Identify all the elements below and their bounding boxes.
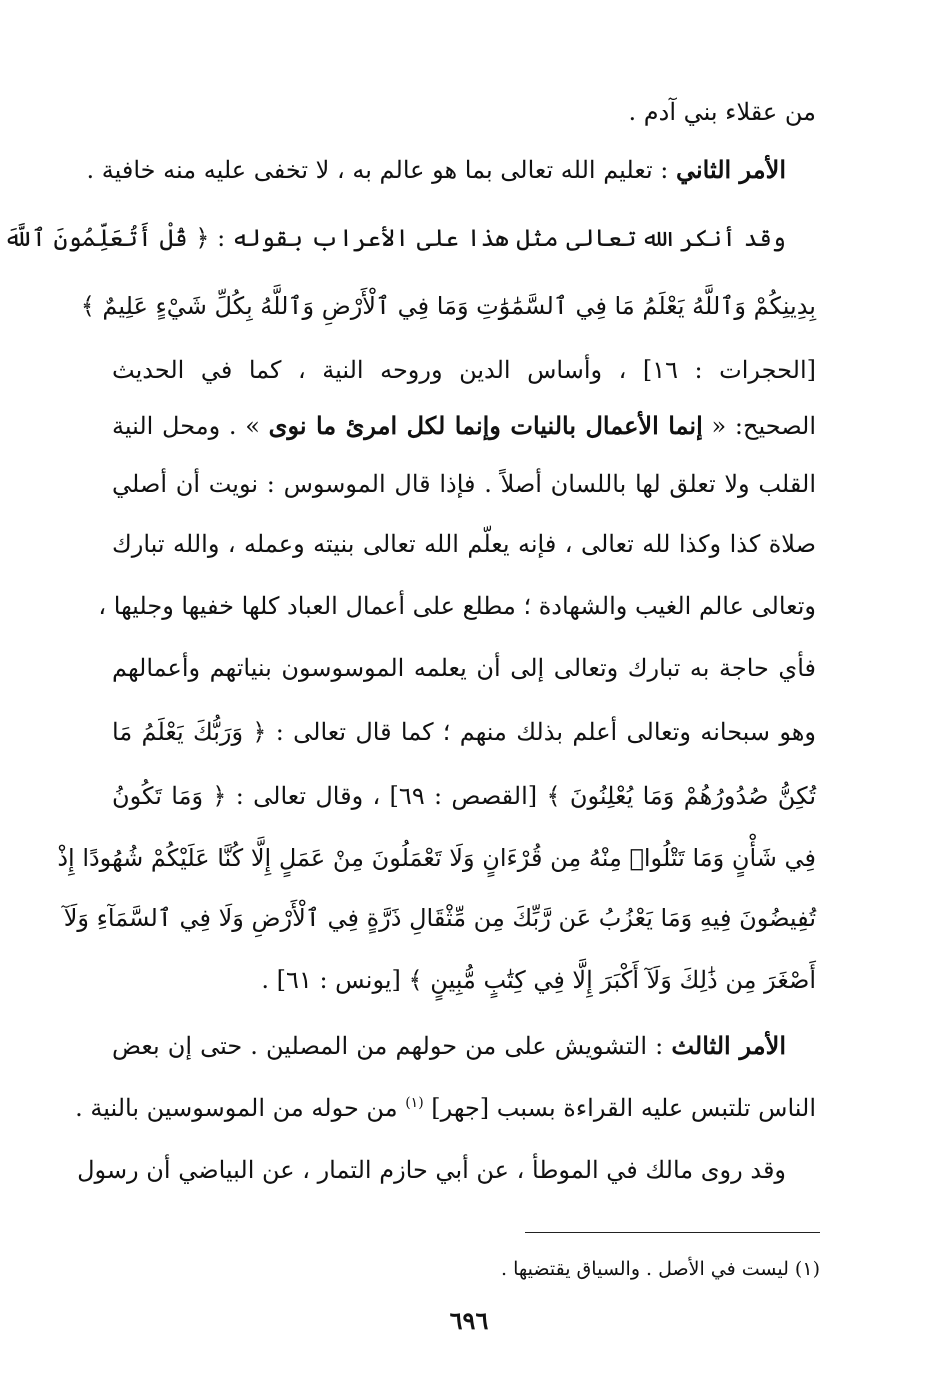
line-text: أَصْغَرَ مِن ذَٰلِكَ وَلَآ أَكْبَرَ إِلَّا فِي كِتَٰبٍ مُّبِينٍ ﴾ [يونس : ٦١] .	[261, 966, 816, 994]
text-line-2	[86, 150, 816, 190]
quran-verse-line	[57, 838, 816, 878]
quran-verse-line	[63, 898, 816, 938]
text-line-18	[77, 1150, 816, 1190]
line-text: فِي شَأْنٍ وَمَا تَتْلُوا۟ مِنْهُ مِن قُرْءَانٍ وَلَا تَعْمَلُونَ مِنْ عَمَلٍ إِلَّا كُنَّا عَلَيْكُمْ شُهُودًا إِذْ	[57, 844, 816, 872]
text-line-7	[112, 464, 816, 504]
line-text: وهو سبحانه وتعالى أعلم بذلك منهم ؛ كما قال تعالى : ﴿ وَرَبُّكَ يَعْلَمُ مَا	[112, 718, 816, 746]
text-line-5	[112, 350, 816, 390]
line-text: : تعليم الله تعالى بما هو عالم به ، لا تخفى عليه منه خافية .	[86, 156, 676, 184]
quran-verse-line	[80, 286, 816, 326]
footnote-marker: (١)	[405, 1095, 424, 1111]
line-text: القلب ولا تعلق لها باللسان أصلاً . فإذا قال الموسوس : نويت أن أصلي	[112, 470, 816, 498]
text-line-17	[75, 1088, 816, 1128]
text-line-8	[112, 524, 816, 564]
line-text: من حوله من الموسوسين بالنية .	[75, 1094, 406, 1122]
text-line-9	[98, 586, 816, 626]
line-prefix: الناس تلتبس عليه القراءة بسبب [جهر]	[423, 1094, 816, 1122]
line-text: تُفِيضُونَ فِيهِ وَمَا يَعْزُبُ عَن رَّبِّكَ مِن مِّثْقَالِ ذَرَّةٍ فِي ٱلْأَرْضِ وَلَا فِي ٱلسَّمَآءِ وَلَآ	[63, 904, 816, 932]
line-text: وقد أنكر الله تعالى مثل هذا على الأعراب بقوله : ﴿ قُلْ أَتُعَلِّمُونَ ٱللَّهَ	[3, 224, 786, 252]
text-line-1	[112, 92, 816, 132]
text-line-6	[112, 406, 816, 446]
text-line-10	[112, 648, 816, 688]
footnote: (١) ليست في الأصل . والسياق يقتضيها .	[501, 1258, 820, 1280]
line-text: وتعالى عالم الغيب والشهادة ؛ مطلع على أعمال العباد كلها خفيها وجليها ،	[98, 592, 816, 620]
section-heading: الأمر الثاني	[675, 155, 786, 184]
hadith-text: إنما الأعمال بالنيات وإنما لكل امرئ ما نوى	[268, 411, 703, 440]
section-heading: الأمر الثالث	[671, 1031, 786, 1060]
line-text: : التشويش على من حولهم من المصلين . حتى إن بعض	[112, 1032, 672, 1060]
line-text: تُكِنُّ صُدُورُهُمْ وَمَا يُعْلِنُونَ ﴾ [القصص : ٦٩] ، وقال تعالى : ﴿ وَمَا تَكُونُ	[112, 782, 817, 810]
text-line-16	[112, 1026, 816, 1066]
text-line-12	[112, 776, 816, 816]
line-prefix: الصحيح: «	[702, 412, 817, 440]
line-text: صلاة كذا وكذا لله تعالى ، فإنه يعلّم الله تعالى بنيته وعمله ، والله تبارك	[112, 530, 816, 558]
text-line-11	[112, 712, 816, 752]
line-text: من عقلاء بني آدم .	[628, 98, 816, 126]
page-number: ٦٩٦	[449, 1306, 489, 1335]
line-text: وقد روى مالك في الموطأ ، عن أبي حازم التمار ، عن البياضي أن رسول	[77, 1156, 786, 1184]
footnote-divider	[525, 1232, 820, 1233]
text-line-15	[112, 960, 816, 1000]
line-text: » . ومحل النية	[112, 412, 269, 440]
line-text: فأي حاجة به تبارك وتعالى إلى أن يعلمه الموسوسون بنياتهم وأعمالهم	[112, 654, 816, 682]
line-text: [الحجرات : ١٦] ، وأساس الدين وروحه النية ، كما في الحديث	[112, 356, 816, 384]
line-text: بِدِينِكُمْ وَٱللَّهُ يَعْلَمُ مَا فِي ٱلسَّمَٰوَٰتِ وَمَا فِي ٱلْأَرْضِ وَٱللَّهُ بِكُلِّ شَيْءٍ عَلِيمٌ ﴾	[80, 292, 816, 320]
text-line-3	[3, 218, 816, 258]
